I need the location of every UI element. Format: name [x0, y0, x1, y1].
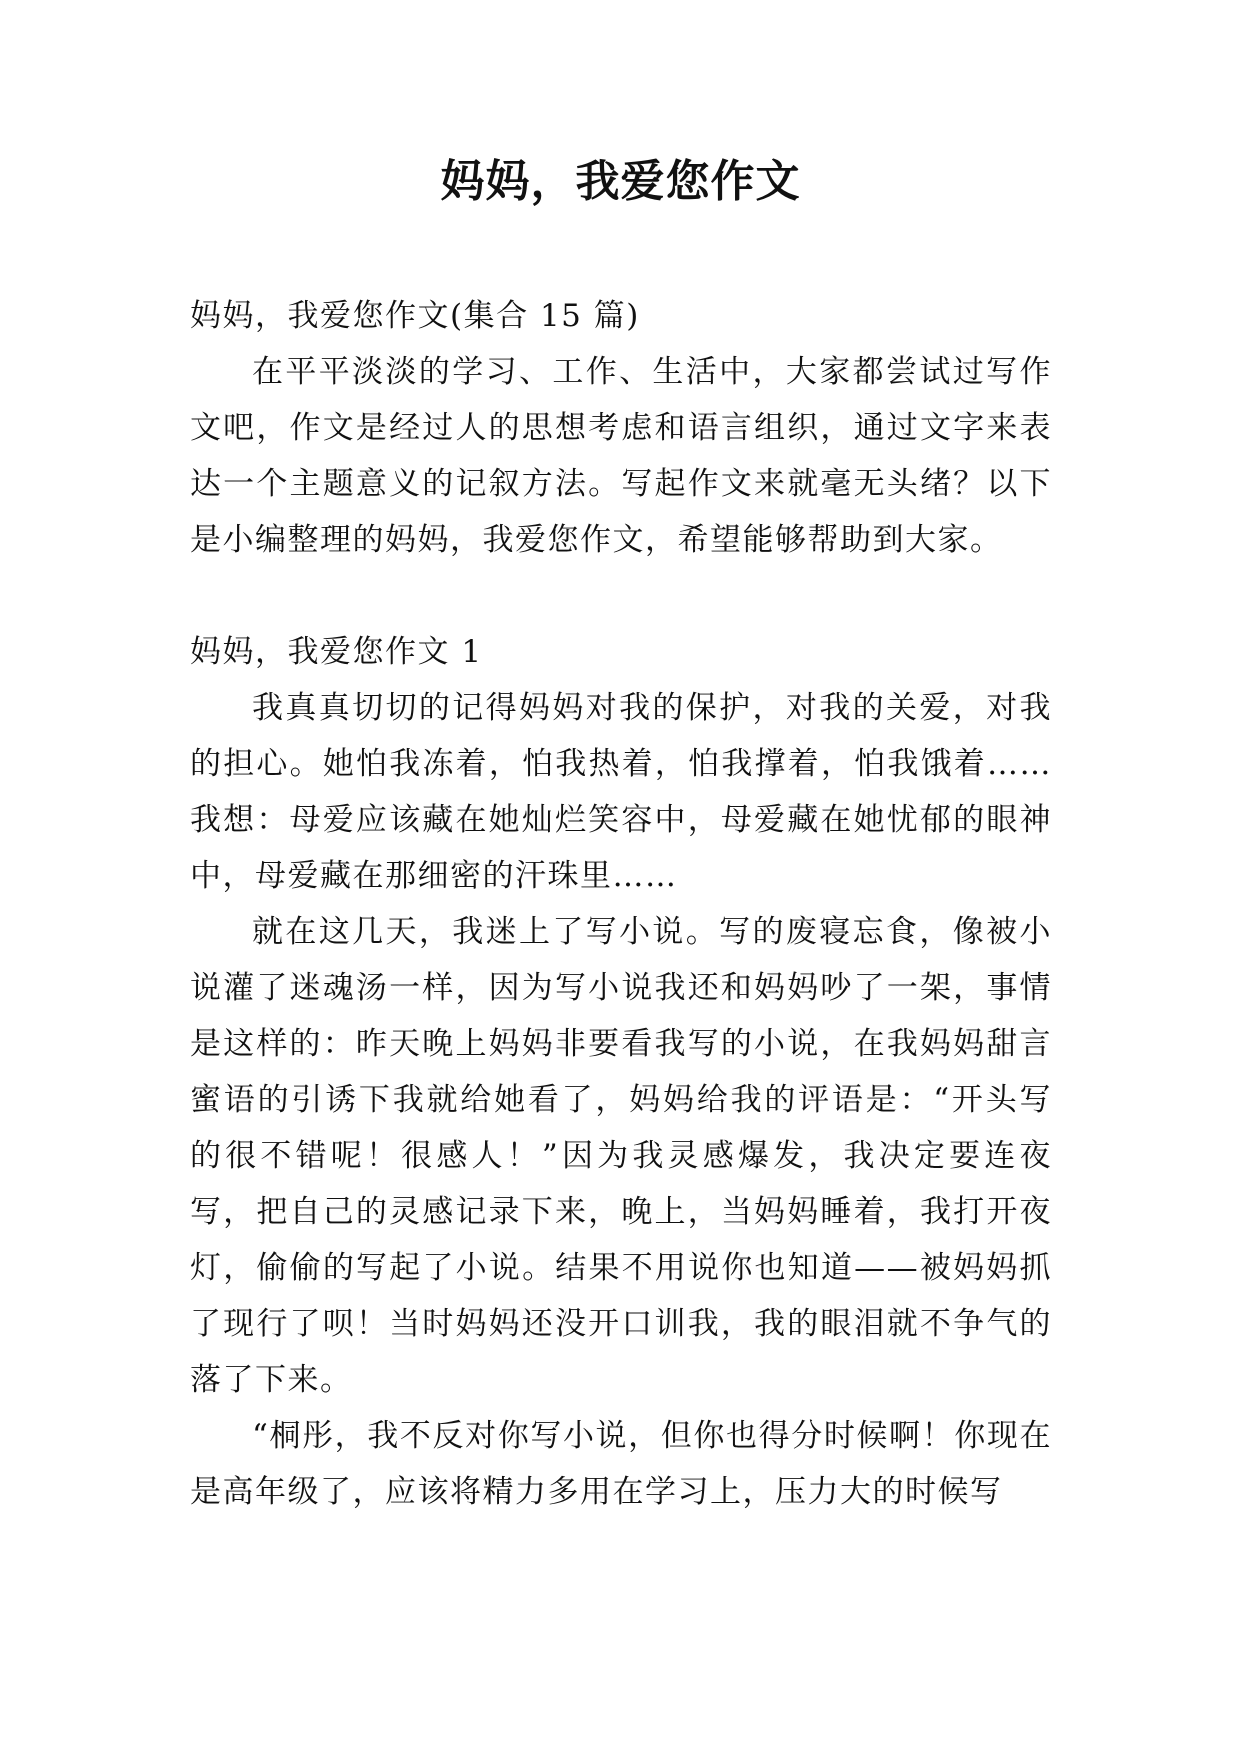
collection-title: 妈妈，我爱您作文(集合 15 篇) [190, 298, 640, 334]
document-title: 妈妈，我爱您作文 [440, 156, 801, 207]
section-spacer [190, 568, 1052, 624]
body-paragraph: 就在这几天，我迷上了写小说。写的废寝忘食，像被小说灌了迷魂汤一样，因为写小说我还和妈妈吵了一架，事情是这样的：昨天晚上妈妈非要看我写的小说，在我妈妈甜言蜜语的引诱下我就给她看了，妈妈给我的评语是：“开头写的很不错呢！很感人！”因为我灵感爆发，我决定要连夜写，把自己的灵感记录下来，晚上，当妈妈睡着，我打开夜灯，偷偷的写起了小说。结果不用说你也知道——被妈妈抓了现行了呗！当时妈妈还没开口训我，我的眼泪就不争气的落了下来。 [190, 914, 1052, 1398]
document-body [190, 288, 1052, 1520]
body-paragraph: “桐彤，我不反对你写小说，但你也得分时候啊！你现在是高年级了，应该将精力多用在学习上，压力大的时候写 [190, 1418, 1052, 1510]
section-heading: 妈妈，我爱您作文 1 [190, 634, 483, 670]
body-paragraph: 我真真切切的记得妈妈对我的保护，对我的关爱，对我的担心。她怕我冻着，怕我热着，怕我撑着，怕我饿着……我想：母爱应该藏在她灿烂笑容中，母爱藏在她忧郁的眼神中，母爱藏在那细密的汗珠里…… [190, 690, 1052, 894]
intro-paragraph: 在平平淡淡的学习、工作、生活中，大家都尝试过写作文吧，作文是经过人的思想考虑和语言组织，通过文字来表达一个主题意义的记叙方法。写起作文来就毫无头绪？以下是小编整理的妈妈，我爱您作文，希望能够帮助到大家。 [190, 354, 1052, 558]
